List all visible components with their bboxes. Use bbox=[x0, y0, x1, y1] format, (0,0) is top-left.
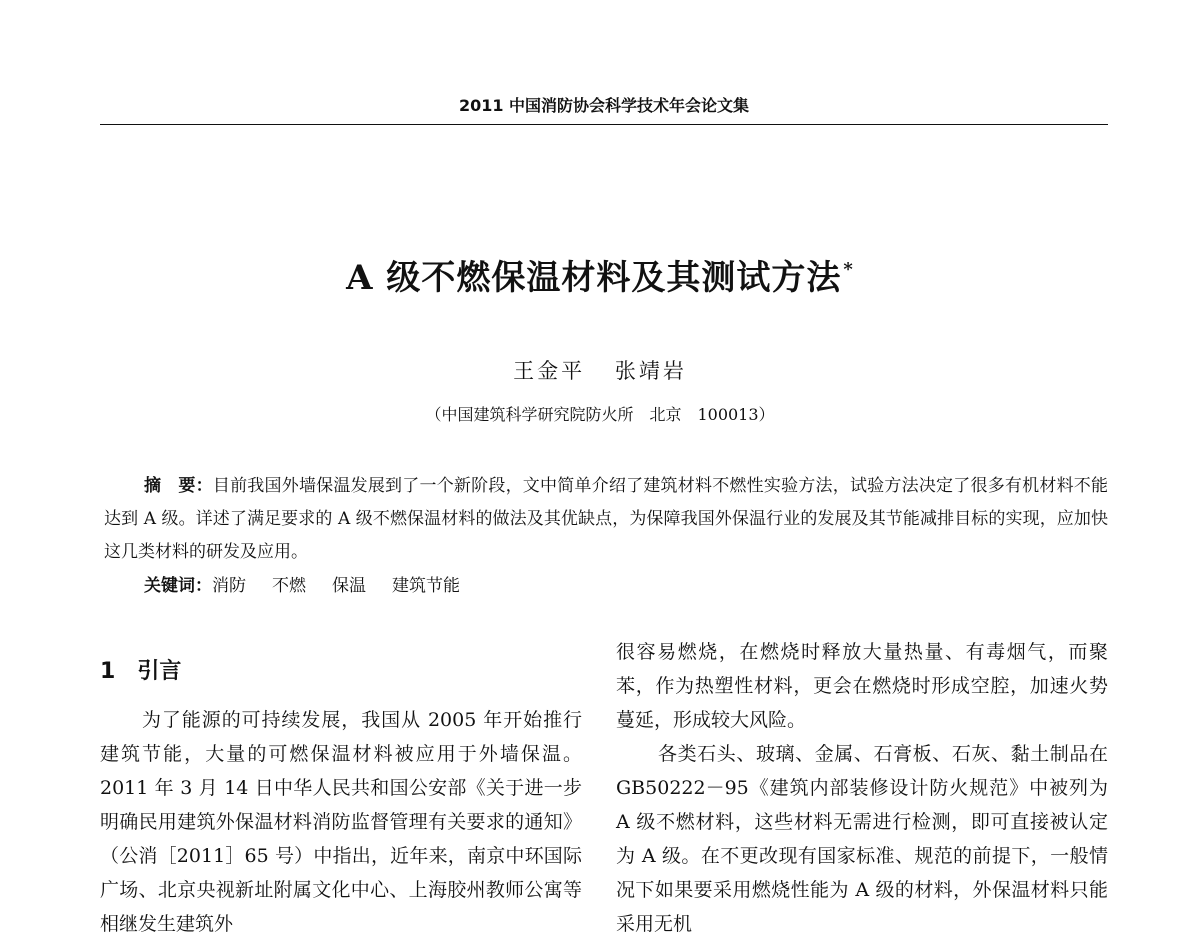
left-column bbox=[100, 703, 582, 941]
right-column bbox=[616, 635, 1108, 941]
paper-title bbox=[0, 250, 1200, 299]
affiliation: （中国建筑科学研究院防火所 北京 100013） bbox=[425, 405, 775, 424]
keywords bbox=[144, 570, 1044, 603]
body-paragraph: 为了能源的可持续发展，我国从 2005 年开始推行建筑节能，大量的可燃保温材料被应用于外墙保温。2011 年 3 月 14 日中华人民共和国公安部《关于进一步明确民用建筑外保温材料消防监督管理有关要求的通知》（公消［2011］65 号）中指出，近年来，南京中环国际广场、北京央视新址附属文化中心、上海胶州教师公寓等相继发生建筑外 bbox=[100, 709, 582, 935]
header-rule bbox=[100, 124, 1108, 125]
authors bbox=[0, 355, 1200, 385]
title-footnote-mark: * bbox=[843, 259, 854, 280]
abstract bbox=[104, 470, 1108, 569]
keywords-label: 关键词： bbox=[144, 576, 212, 596]
keyword-2: 不燃 bbox=[272, 576, 306, 596]
section-number: 1 bbox=[100, 659, 116, 684]
keyword-1: 消防 bbox=[212, 576, 246, 596]
section-heading bbox=[100, 654, 181, 685]
body-paragraph: 很容易燃烧，在燃烧时释放大量热量、有毒烟气，而聚苯，作为热塑性材料，更会在燃烧时形成空腔，加速火势蔓延，形成较大风险。 bbox=[616, 641, 1108, 731]
body-paragraph: 各类石头、玻璃、金属、石膏板、石灰、黏土制品在 GB50222－95《建筑内部装修设计防火规范》中被列为 A 级不燃材料，这些材料无需进行检测，即可直接被认定为 A 级。在不更改现有国家标准、规范的前提下，一般情况下如果要采用燃烧性能为 A 级的材料，外保温材料只能采用无机 bbox=[616, 743, 1108, 935]
author-2: 张靖岩 bbox=[614, 359, 687, 383]
abstract-text: 目前我国外墙保温发展到了一个新阶段，文中简单介绍了建筑材料不燃性实验方法，试验方法决定了很多有机材料不能达到 A 级。详述了满足要求的 A 级不燃保温材料的做法及其优缺点，为保障我国外保温行业的发展及其节能减排目标的实现，应加快这几类材料的研发及应用。 bbox=[104, 476, 1108, 562]
author-1: 王金平 bbox=[513, 359, 586, 383]
keyword-3: 保温 bbox=[332, 576, 366, 596]
section-title: 引言 bbox=[137, 659, 182, 684]
paper-title-text: A 级不燃保温材料及其测试方法 bbox=[346, 258, 842, 298]
abstract-label: 摘 要： bbox=[144, 476, 213, 496]
running-header: 2011 中国消防协会科学技术年会论文集 bbox=[458, 96, 750, 115]
keyword-4: 建筑节能 bbox=[392, 576, 460, 596]
